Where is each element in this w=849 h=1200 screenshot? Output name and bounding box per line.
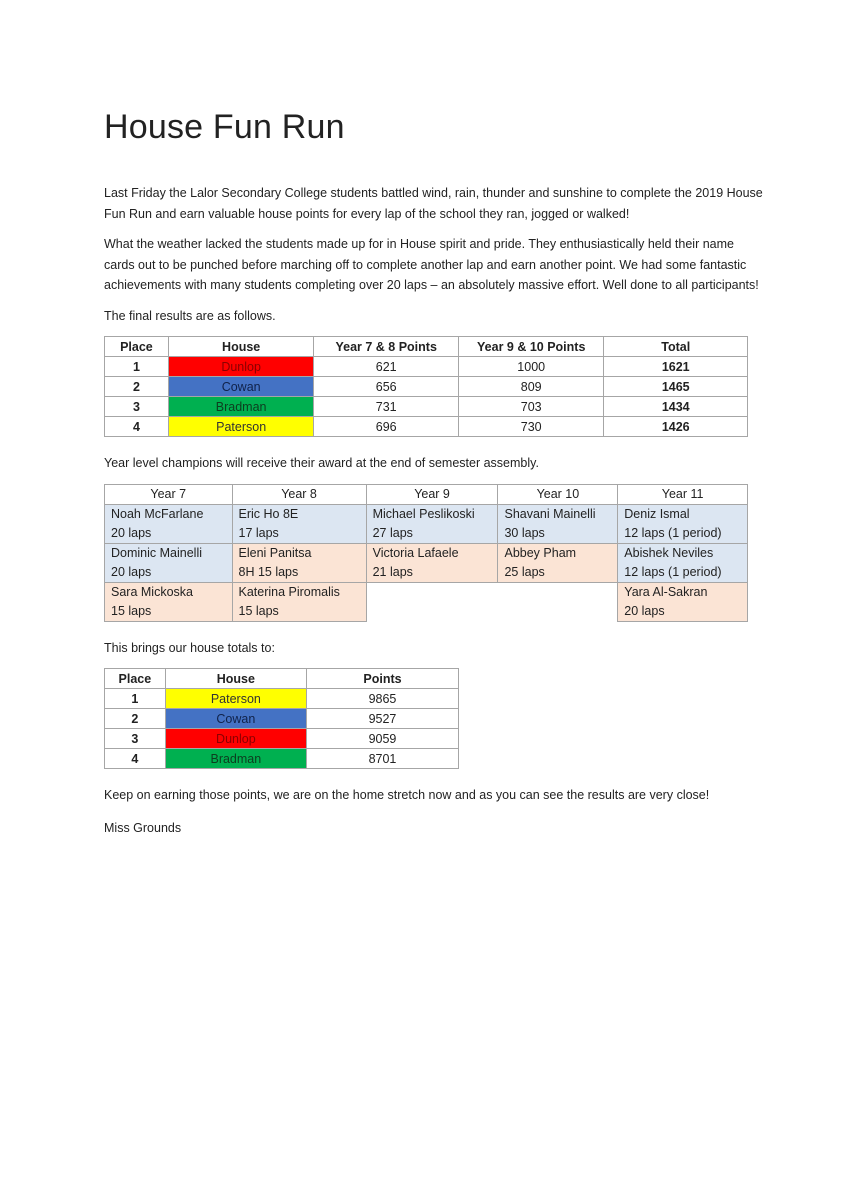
results-header-y910: Year 9 & 10 Points — [458, 337, 604, 357]
house-cell: Bradman — [165, 749, 306, 769]
results-table — [104, 336, 748, 437]
champions-header-year8: Year 8 — [232, 484, 366, 504]
champion-laps: 15 laps — [238, 603, 279, 618]
empty-cell — [366, 582, 498, 621]
y910-cell: 703 — [458, 397, 604, 417]
champion-cell — [105, 504, 233, 543]
champion-laps: 20 laps — [111, 564, 152, 579]
champion-laps: 30 laps — [504, 525, 545, 540]
place-cell: 2 — [105, 709, 166, 729]
champion-name: Deniz Ismal — [624, 506, 690, 521]
champion-cell — [366, 543, 498, 582]
champion-laps: 12 laps (1 period) — [624, 525, 722, 540]
champion-laps: 20 laps — [111, 525, 152, 540]
champions-header-year9: Year 9 — [366, 484, 498, 504]
house-cell: Dunlop — [165, 729, 306, 749]
champion-name: Victoria Lafaele — [372, 545, 459, 560]
page-title: House Fun Run — [104, 108, 345, 146]
champion-cell — [618, 543, 748, 582]
place-cell: 1 — [105, 357, 169, 377]
place-cell: 4 — [105, 417, 169, 437]
champion-laps: 17 laps — [238, 525, 279, 540]
totals-intro-paragraph: This brings our house totals to: — [104, 640, 275, 655]
y78-cell: 656 — [314, 377, 459, 397]
champions-header-year10: Year 10 — [498, 484, 618, 504]
table-row — [105, 749, 459, 769]
results-header-place: Place — [105, 337, 169, 357]
champion-laps: 12 laps (1 period) — [624, 564, 722, 579]
champion-cell — [618, 504, 748, 543]
y910-cell: 730 — [458, 417, 604, 437]
champion-cell — [498, 543, 618, 582]
champion-cell — [105, 582, 233, 621]
results-header-row — [105, 337, 748, 357]
champion-cell — [366, 504, 498, 543]
champion-cell — [232, 582, 366, 621]
total-cell: 1465 — [604, 377, 748, 397]
y78-cell: 731 — [314, 397, 459, 417]
y78-cell: 696 — [314, 417, 459, 437]
champions-table — [104, 484, 748, 622]
intro-paragraph: Last Friday the Lalor Secondary College students battled wind, rain, thunder and sunshine to complete the 2019 House Fun Run and earn valuable house points for every lap of the school they ran, jogged or walked! — [104, 186, 763, 221]
place-cell: 2 — [105, 377, 169, 397]
champion-name: Dominic Mainelli — [111, 545, 202, 560]
champion-name: Shavani Mainelli — [504, 506, 596, 521]
place-cell: 3 — [105, 729, 166, 749]
place-cell: 3 — [105, 397, 169, 417]
house-cell: Paterson — [165, 689, 306, 709]
table-row — [105, 582, 748, 621]
spirit-paragraph: What the weather lacked the students made up for in House spirit and pride. They enthusiastically held their name cards out to be punched before marching off to complete another lap and earn another point. We had some fantastic achievements with many students completing over 20 laps – an absolutely massive effort. Well done to all participants! — [104, 237, 759, 292]
table-row — [105, 543, 748, 582]
champions-header-row — [105, 484, 748, 504]
final-results-paragraph: The final results are as follows. — [104, 308, 276, 323]
champion-cell — [498, 504, 618, 543]
document-page — [104, 108, 764, 838]
table-row — [105, 377, 748, 397]
champion-laps: 27 laps — [372, 525, 413, 540]
total-cell: 1434 — [604, 397, 748, 417]
table-row — [105, 357, 748, 377]
champion-laps: 25 laps — [504, 564, 545, 579]
champion-name: Katerina Piromalis — [238, 584, 340, 599]
results-header-total: Total — [604, 337, 748, 357]
totals-header-place: Place — [105, 669, 166, 689]
house-cell: Paterson — [168, 417, 314, 437]
champion-laps: 20 laps — [624, 603, 665, 618]
champions-header-year7: Year 7 — [105, 484, 233, 504]
points-cell: 8701 — [306, 749, 458, 769]
points-cell: 9059 — [306, 729, 458, 749]
points-cell: 9527 — [306, 709, 458, 729]
house-cell: Bradman — [168, 397, 314, 417]
results-header-house: House — [168, 337, 314, 357]
champion-cell — [232, 543, 366, 582]
champions-intro-paragraph: Year level champions will receive their award at the end of semester assembly. — [104, 456, 539, 470]
champion-laps: 15 laps — [111, 603, 152, 618]
place-cell: 1 — [105, 689, 166, 709]
y78-cell: 621 — [314, 357, 459, 377]
champion-cell — [618, 582, 748, 621]
house-cell: Dunlop — [168, 357, 314, 377]
total-cell: 1426 — [604, 417, 748, 437]
totals-header-points: Points — [306, 669, 458, 689]
place-cell: 4 — [105, 749, 166, 769]
table-row — [105, 709, 459, 729]
house-cell: Cowan — [165, 709, 306, 729]
table-row — [105, 397, 748, 417]
house-totals-table — [104, 668, 459, 769]
total-cell: 1621 — [604, 357, 748, 377]
closing-paragraph: Keep on earning those points, we are on the home stretch now and as you can see the results are very close! — [104, 788, 710, 802]
table-row — [105, 504, 748, 543]
table-row — [105, 729, 459, 749]
champion-cell — [232, 504, 366, 543]
champion-cell — [105, 543, 233, 582]
champion-name: Abishek Neviles — [624, 545, 714, 560]
points-cell: 9865 — [306, 689, 458, 709]
empty-cell — [498, 582, 618, 621]
y910-cell: 809 — [458, 377, 604, 397]
table-row — [105, 689, 459, 709]
house-cell: Cowan — [168, 377, 314, 397]
champion-name: Abbey Pham — [504, 545, 577, 560]
champions-header-year11: Year 11 — [618, 484, 748, 504]
champion-name: Noah McFarlane — [111, 506, 204, 521]
champion-laps: 8H 15 laps — [238, 564, 299, 579]
signature: Miss Grounds — [104, 820, 182, 835]
table-row — [105, 417, 748, 437]
champion-name: Michael Peslikoski — [372, 506, 475, 521]
champion-name: Yara Al-Sakran — [624, 584, 708, 599]
y910-cell: 1000 — [458, 357, 604, 377]
totals-header-house: House — [165, 669, 306, 689]
champion-name: Eleni Panitsa — [238, 545, 312, 560]
champion-name: Eric Ho 8E — [238, 506, 299, 521]
totals-header-row — [105, 669, 459, 689]
results-header-y78: Year 7 & 8 Points — [314, 337, 459, 357]
champion-name: Sara Mickoska — [111, 584, 193, 599]
champion-laps: 21 laps — [372, 564, 413, 579]
